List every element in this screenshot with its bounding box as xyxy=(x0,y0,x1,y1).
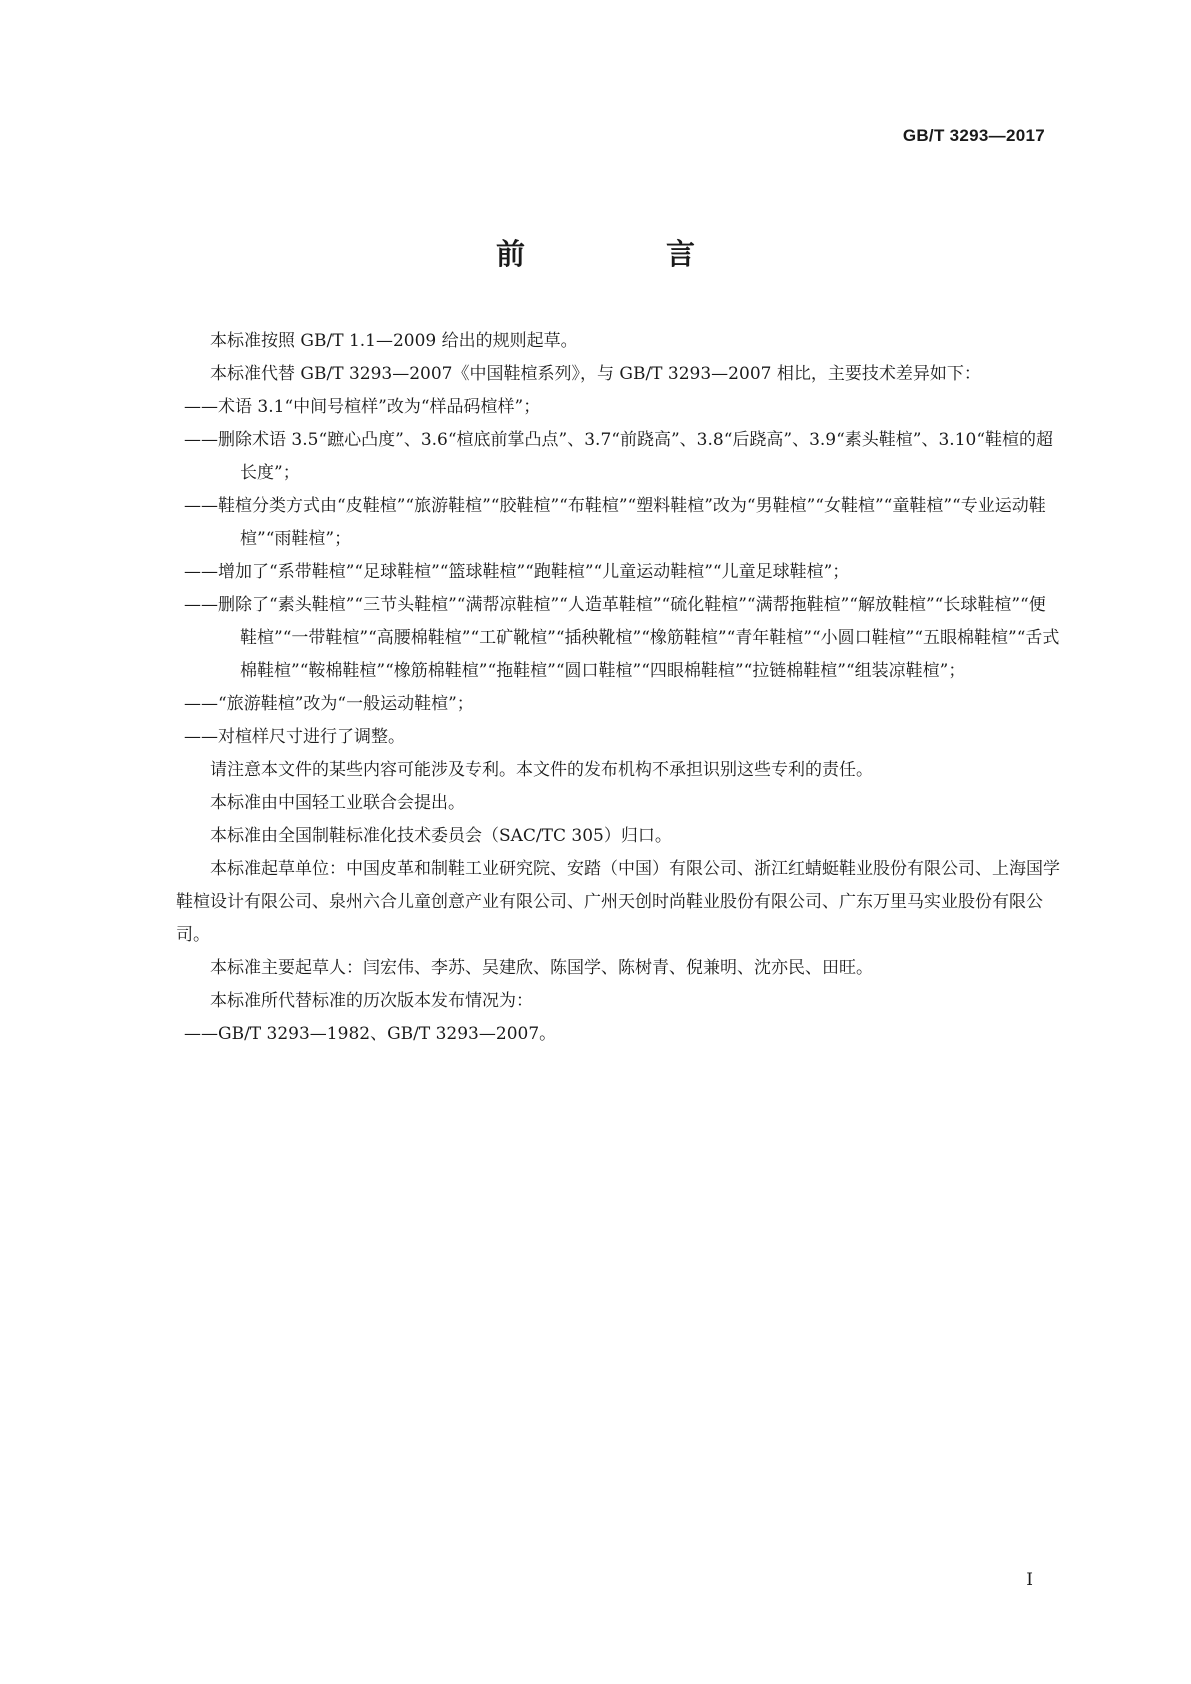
paragraph: 本标准起草单位：中国皮革和制鞋工业研究院、安踏（中国）有限公司、浙江红蜻蜓鞋业股份有限公司、上海国学鞋楦设计有限公司、泉州六合儿童创意产业有限公司、广州天创时尚鞋业股份有限公司、广东万里马实业股份有限公司。 xyxy=(176,859,1060,945)
page-number: I xyxy=(1026,1570,1033,1590)
paragraph: 本标准按照 GB/T 1.1—2009 给出的规则起草。 xyxy=(210,331,578,351)
paragraph: 本标准所代替标准的历次版本发布情况为： xyxy=(210,991,533,1011)
document-code: GB/T 3293—2017 xyxy=(902,126,1045,145)
list-item: ——删除了“素头鞋楦”“三节头鞋楦”“满帮凉鞋楦”“人造革鞋楦”“硫化鞋楦”“满帮拖鞋楦”“解放鞋楦”“长球鞋楦”“便鞋楦”“一带鞋楦”“高腰棉鞋楦”“工矿靴楦”“插秧靴楦”“橡筋鞋楦”“青年鞋楦”“小圆口鞋楦”“五眼棉鞋楦”“舌式棉鞋楦”“鞍棉鞋楦”“橡筋棉鞋楦”“拖鞋楦”“圆口鞋楦”“四眼棉鞋楦”“拉链棉鞋楦”“组装凉鞋楦”； xyxy=(184,595,1060,681)
paragraph: 本标准代替 GB/T 3293—2007《中国鞋楦系列》，与 GB/T 3293—2007 相比，主要技术差异如下： xyxy=(210,364,981,384)
paragraph: 本标准由中国轻工业联合会提出。 xyxy=(210,793,465,813)
page-title: 前 言 xyxy=(495,237,751,271)
list-item: ——“旅游鞋楦”改为“一般运动鞋楦”； xyxy=(184,694,474,714)
list-item: ——删除术语 3.5“蹠心凸度”、3.6“楦底前掌凸点”、3.7“前跷高”、3.8“后跷高”、3.9“素头鞋楦”、3.10“鞋楦的超长度”； xyxy=(184,430,1054,483)
paragraph: 本标准由全国制鞋标准化技术委员会（SAC/TC 305）归口。 xyxy=(210,826,672,846)
list-item: ——增加了“系带鞋楦”“足球鞋楦”“篮球鞋楦”“跑鞋楦”“儿童运动鞋楦”“儿童足球鞋楦”； xyxy=(184,562,850,582)
list-item: ——鞋楦分类方式由“皮鞋楦”“旅游鞋楦”“胶鞋楦”“布鞋楦”“塑料鞋楦”改为“男鞋楦”“女鞋楦”“童鞋楦”“专业运动鞋楦”“雨鞋楦”； xyxy=(184,496,1046,549)
list-item: ——对楦样尺寸进行了调整。 xyxy=(184,727,405,747)
list-item: ——GB/T 3293—1982、GB/T 3293—2007。 xyxy=(184,1024,557,1044)
list-item: ——术语 3.1“中间号楦样”改为“样品码楦样”； xyxy=(184,397,541,417)
preface-body xyxy=(176,325,1060,1051)
paragraph: 请注意本文件的某些内容可能涉及专利。本文件的发布机构不承担识别这些专利的责任。 xyxy=(210,760,873,780)
paragraph: 本标准主要起草人：闫宏伟、李苏、吴建欣、陈国学、陈树青、倪兼明、沈亦民、田旺。 xyxy=(210,958,873,978)
